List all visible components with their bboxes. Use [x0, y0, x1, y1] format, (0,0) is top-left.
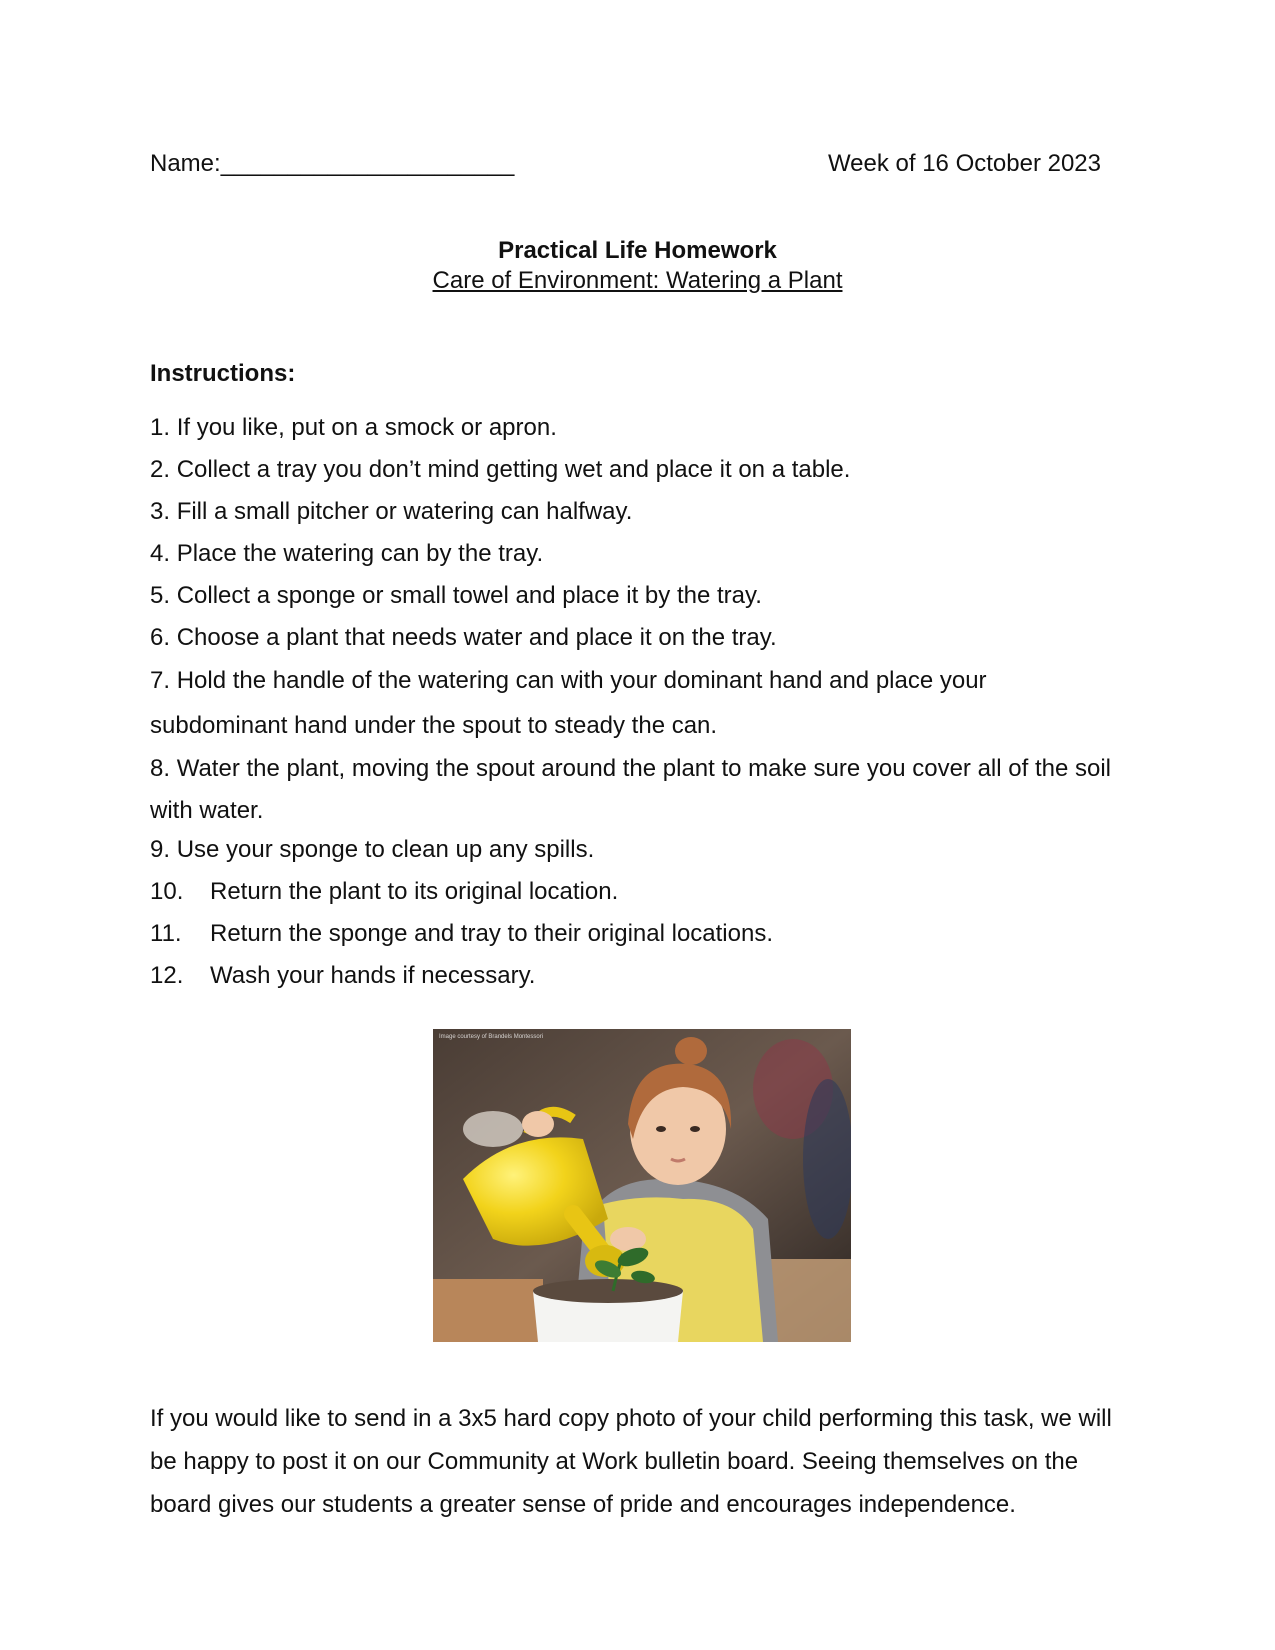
child-eye	[690, 1126, 700, 1132]
instruction-item	[150, 870, 1130, 913]
instruction-item	[150, 828, 1130, 871]
instruction-item	[150, 658, 1130, 748]
instruction-text: Fill a small pitcher or watering can halfway.	[176, 498, 633, 525]
title-block	[0, 236, 1275, 296]
instruction-text: Collect a tray you don’t mind getting wet and place it on a table.	[176, 456, 851, 483]
instruction-item	[150, 954, 1130, 997]
worksheet-header	[150, 150, 1101, 182]
child-hair-bun	[675, 1037, 707, 1065]
instruction-number: 12.	[150, 962, 184, 989]
instruction-text: Place the watering can by the tray.	[176, 540, 544, 567]
instruction-item	[150, 448, 1130, 491]
instruction-number: 4.	[150, 540, 171, 567]
instruction-item	[150, 406, 1130, 449]
instruction-item	[150, 748, 1130, 832]
instruction-number: 8.	[150, 755, 171, 782]
instruction-number: 11.	[150, 920, 182, 947]
instruction-text: Hold the handle of the watering can with your dominant hand and place your subdominant hand under the spout to steady the can.	[150, 667, 987, 739]
child-hand	[610, 1227, 646, 1251]
instruction-item	[150, 616, 1130, 659]
instruction-number: 5.	[150, 582, 171, 609]
child-hand	[522, 1111, 554, 1137]
child-eye	[656, 1126, 666, 1132]
background-blur-shape	[803, 1079, 851, 1239]
instruction-text: Collect a sponge or small towel and place it by the tray.	[176, 582, 762, 609]
page-subtitle: Care of Environment: Watering a Plant	[432, 267, 843, 294]
instruction-text: Wash your hands if necessary.	[210, 962, 536, 989]
instruction-text: Return the plant to its original location.	[210, 878, 619, 905]
instruction-text: If you like, put on a smock or apron.	[176, 414, 557, 441]
page-title: Practical Life Homework	[498, 237, 777, 264]
instruction-item	[150, 532, 1130, 575]
instruction-number: 7.	[150, 667, 171, 694]
instruction-number: 2.	[150, 456, 171, 483]
instruction-text: Use your sponge to clean up any spills.	[176, 836, 595, 863]
instruction-item	[150, 574, 1130, 617]
pot-soil	[533, 1279, 683, 1303]
instruction-text: Choose a plant that needs water and place it on the tray.	[176, 624, 777, 651]
name-field[interactable]: Name:______________________	[150, 150, 515, 177]
instruction-text: Water the plant, moving the spout around the plant to make sure you cover all of the soil with water.	[150, 755, 1111, 824]
instruction-item	[150, 912, 1130, 955]
instruction-number: 1.	[150, 414, 171, 441]
instruction-number: 3.	[150, 498, 171, 525]
photo-credit: Image courtesy of Brandels Montessori	[439, 1034, 544, 1040]
instruction-number: 6.	[150, 624, 171, 651]
instruction-item	[150, 490, 1130, 533]
child-watering-plant-photo	[433, 1029, 851, 1342]
instruction-number: 10.	[150, 878, 184, 905]
table-surface	[433, 1279, 543, 1342]
instruction-text: Return the sponge and tray to their original locations.	[210, 920, 774, 947]
closing-paragraph: If you would like to send in a 3x5 hard copy photo of your child performing this task, we will be happy to post it on our Community at Work bulletin board. Seeing themselves on the board gives our students a greater sense of pride and encourages independence.	[150, 1405, 1112, 1518]
background-blur-shape	[463, 1111, 523, 1147]
photo-illustration	[433, 1029, 851, 1342]
instruction-number: 9.	[150, 836, 171, 863]
week-label: Week of 16 October 2023	[827, 150, 1101, 177]
instructions-heading: Instructions:	[150, 360, 296, 387]
